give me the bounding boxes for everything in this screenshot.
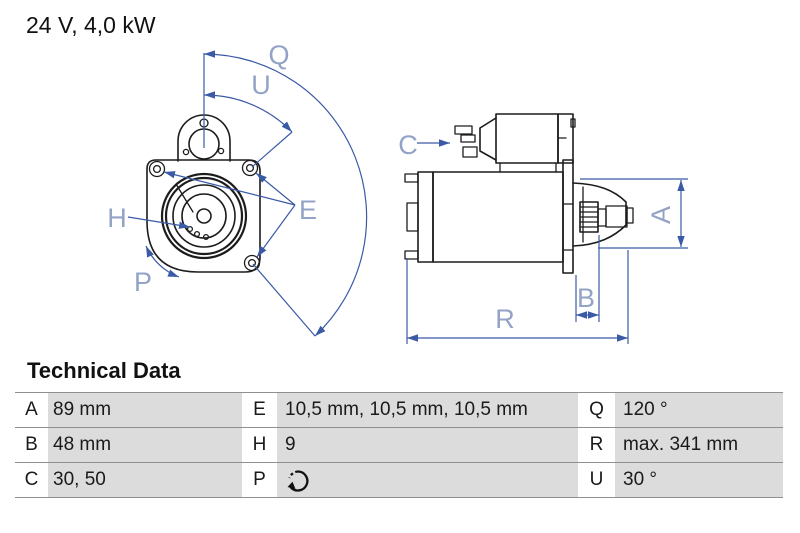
dim-label-q: Q (268, 40, 290, 70)
param-value: 9 (277, 428, 578, 462)
dimension-lines (128, 53, 688, 344)
param-key: R (578, 428, 615, 462)
bolt-hole-top-left (150, 162, 165, 177)
shaft-collar (598, 209, 606, 226)
u-leader (252, 132, 292, 167)
param-value: 48 mm (48, 428, 242, 462)
table-row (15, 463, 783, 498)
dim-label-b: B (576, 283, 596, 313)
page-title: 24 V, 4,0 kW (26, 12, 156, 38)
param-value: 120 ° (615, 393, 783, 427)
param-key: Q (578, 393, 615, 427)
ear-left-hole (183, 149, 188, 154)
param-key: P (242, 463, 277, 497)
dim-label-u: U (251, 70, 271, 100)
terminal-stud-3 (463, 147, 477, 157)
rear-boss (407, 203, 418, 231)
dim-label-r: R (495, 304, 515, 334)
q-arc (204, 54, 367, 336)
technical-data-section (15, 357, 783, 498)
param-key: U (578, 463, 615, 497)
q-leader (253, 264, 315, 336)
h-leader (128, 217, 190, 227)
central-bore (162, 174, 246, 258)
technical-data-table (15, 392, 783, 498)
dim-label-p: P (133, 267, 153, 297)
param-value: 10,5 mm, 10,5 mm, 10,5 mm (277, 393, 578, 427)
param-value: 89 mm (48, 393, 242, 427)
rear-stud-top (405, 174, 418, 182)
param-key: H (242, 428, 277, 462)
technical-data-title: Technical Data (27, 358, 181, 383)
param-key: B (15, 428, 48, 462)
param-key: E (242, 393, 277, 427)
dim-label-a: A (646, 205, 676, 225)
terminal-stud-1 (455, 126, 472, 134)
dim-label-e: E (298, 195, 318, 225)
param-value: 30 ° (615, 463, 783, 497)
param-key: C (15, 463, 48, 497)
ear-right-hole (218, 148, 223, 153)
param-key: A (15, 393, 48, 427)
drive-block (606, 206, 627, 227)
bolt-hole-top-right (243, 161, 258, 176)
end-cap (418, 172, 433, 262)
motor-body (433, 172, 563, 262)
param-value (277, 463, 578, 497)
table-row (15, 393, 783, 428)
e-leader-3 (257, 205, 295, 257)
dim-label-h: H (107, 203, 127, 233)
terminal-stud-2 (461, 135, 475, 142)
param-value: 30, 50 (48, 463, 242, 497)
solenoid (455, 114, 575, 172)
table-row (15, 428, 783, 463)
flange-plate (563, 160, 573, 273)
rotation-ccw-icon (285, 467, 311, 493)
drive-end (573, 183, 633, 246)
dim-label-c: C (398, 130, 418, 160)
shaft-tip (627, 208, 633, 223)
u-arc (204, 95, 292, 132)
param-value: max. 341 mm (615, 428, 783, 462)
rear-stud-bottom (405, 251, 418, 259)
